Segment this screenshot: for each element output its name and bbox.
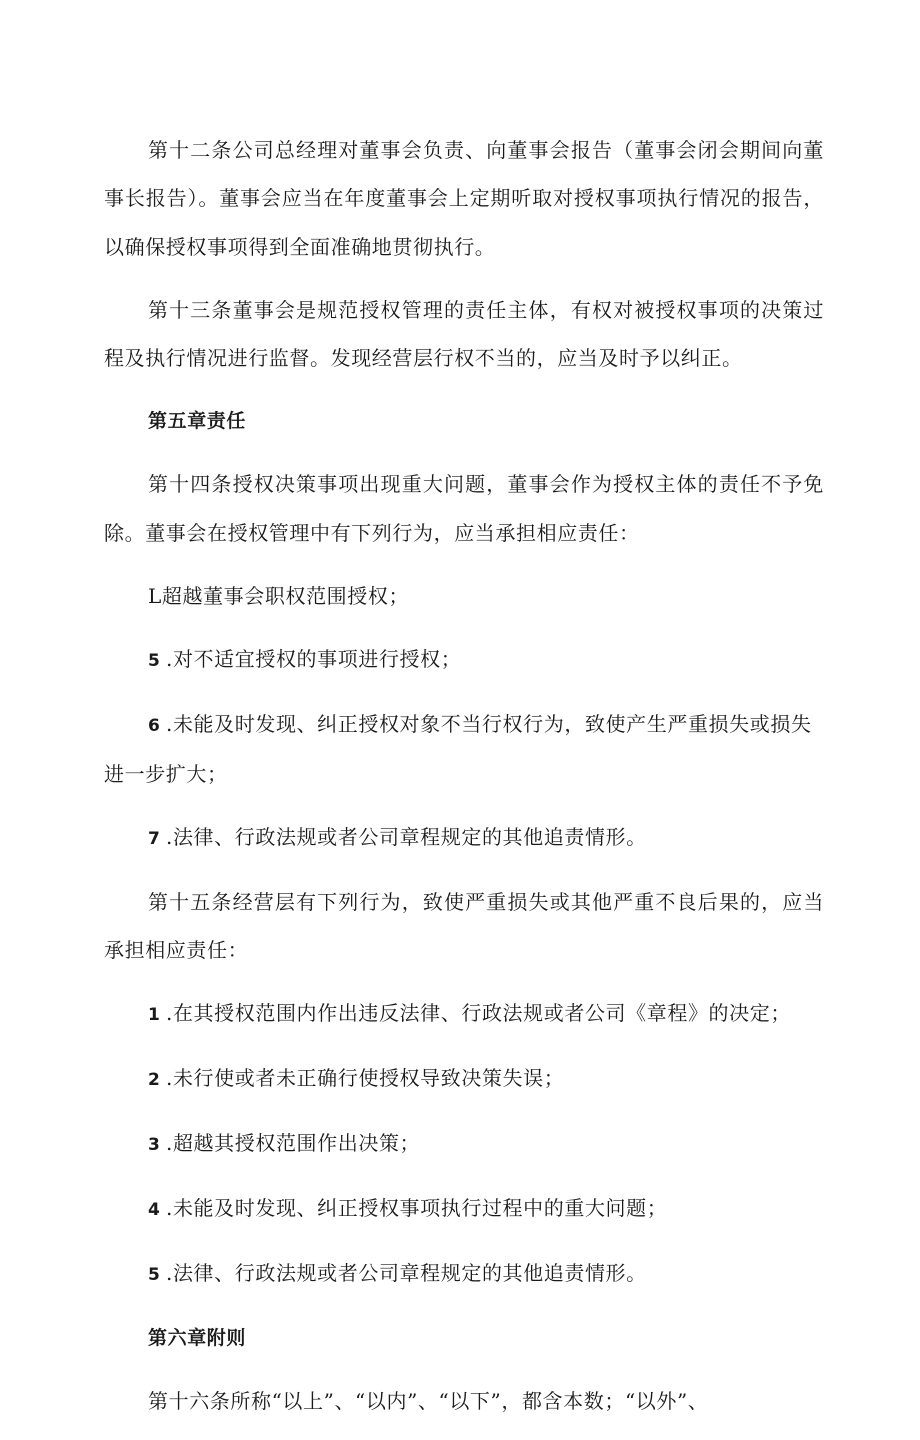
article-13-paragraph: 第十三条董事会是规范授权管理的责任主体，有权对被授权事项的决策过程及执行情况进行监督。发现经营层行权不当的，应当及时予以纠正。 <box>104 297 824 371</box>
article-14-item-3 <box>104 700 824 799</box>
document-body <box>104 126 824 1440</box>
list-item-text: .法律、行政法规或者公司章程规定的其他追责情形。 <box>166 825 647 850</box>
list-item-text: .未能及时发现、纠正授权对象不当行权行为，致使产生严重损失或损失进一步扩大； <box>104 711 812 787</box>
article-14-item-2 <box>104 635 824 685</box>
article-16-paragraph: 第十六条所称“以上”、“以内”、“以下”，都含本数；“以外”、 <box>148 1389 709 1414</box>
list-item-number: 1 <box>148 1005 160 1026</box>
article-15-item-5 <box>104 1249 824 1299</box>
list-item-text: .超越其授权范围作出决策； <box>166 1131 421 1156</box>
list-item-number: 6 <box>148 715 160 736</box>
list-item-text: .在其授权范围内作出违反法律、行政法规或者公司《章程》的决定； <box>166 1001 791 1026</box>
list-item-number: 4 <box>148 1200 160 1221</box>
article-15-item-1 <box>104 989 824 1039</box>
list-item-number: 2 <box>148 1070 160 1091</box>
article-15-item-3 <box>104 1119 824 1169</box>
article-12-paragraph: 第十二条公司总经理对董事会负责、向董事会报告（董事会闭会期间向董事长报告）。董事会应当在年度董事会上定期听取对授权事项执行情况的报告，以确保授权事项得到全面准确地贯彻执行。 <box>104 138 824 259</box>
list-item-number: 5 <box>148 1265 160 1286</box>
article-14-item-4 <box>104 813 824 863</box>
article-14-item-1 <box>104 572 824 620</box>
list-item-text: .法律、行政法规或者公司章程规定的其他追责情形。 <box>166 1261 647 1286</box>
list-item-text: .未能及时发现、纠正授权事项执行过程中的重大问题； <box>166 1196 668 1221</box>
chapter-6-heading: 第六章附则 <box>148 1327 247 1350</box>
chapter-5-heading: 第五章责任 <box>148 410 247 433</box>
article-15-item-4 <box>104 1184 824 1234</box>
list-item-text: .未行使或者未正确行使授权导致决策失误； <box>166 1066 565 1091</box>
article-15-paragraph: 第十五条经营层有下列行为，致使严重损失或其他严重不良后果的，应当承担相应责任： <box>104 890 824 963</box>
article-15-item-2 <box>104 1054 824 1104</box>
list-item-text: L超越董事会职权范围授权； <box>148 583 410 608</box>
article-14-paragraph: 第十四条授权决策事项出现重大问题，董事会作为授权主体的责任不予免除。董事会在授权管理中有下列行为，应当承担相应责任： <box>104 472 824 545</box>
list-item-number: 7 <box>148 829 160 850</box>
list-item-number: 3 <box>148 1135 160 1156</box>
list-item-text: .对不适宜授权的事项进行授权； <box>166 646 462 671</box>
list-item-number: 5 <box>148 650 160 671</box>
